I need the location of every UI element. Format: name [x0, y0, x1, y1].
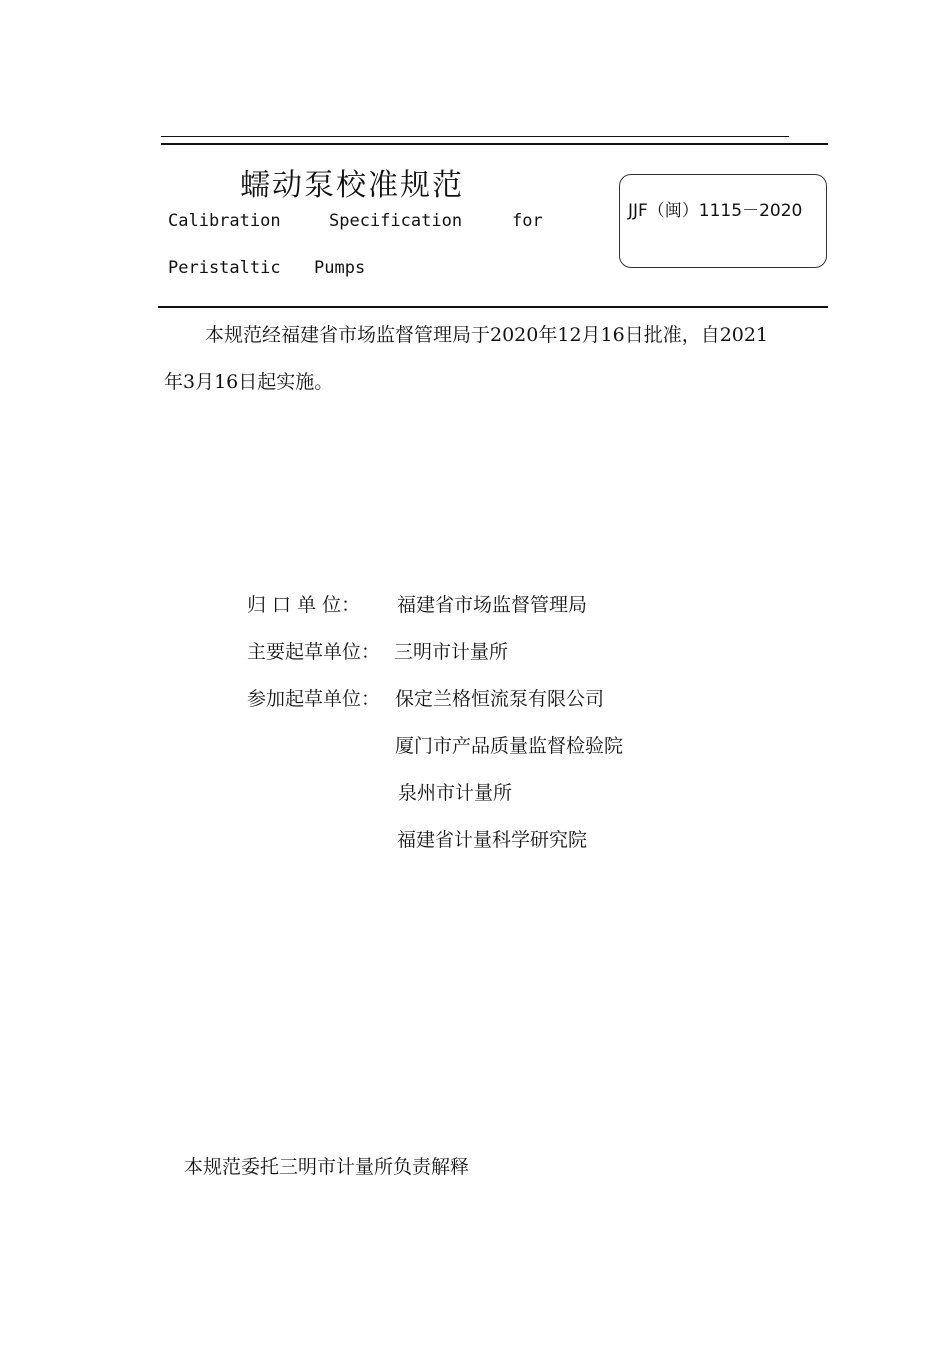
top-rule-main: [161, 143, 828, 145]
title-en-word-pumps: Pumps: [314, 258, 366, 278]
participant-item: 泉州市计量所: [398, 782, 513, 804]
title-en-word-peristaltic: Peristaltic: [168, 258, 281, 278]
title-en-word-for: for: [512, 211, 543, 231]
approval-line-2: 年3月16日起实施。: [164, 371, 334, 393]
main-drafter-label: 主要起草单位：: [247, 641, 381, 663]
main-drafter-value: 三明市计量所: [394, 641, 509, 663]
title-en-word-specification: Specification: [329, 211, 463, 231]
participant-item: 福建省计量科学研究院: [397, 829, 588, 851]
document-title-cn: 蠕动泵校准规范: [240, 168, 464, 203]
spec-code-box: [619, 174, 827, 268]
participants-label: 参加起草单位：: [247, 688, 381, 710]
participant-item: 厦门市产品质量监督检验院: [395, 735, 624, 757]
header-divider: [158, 306, 828, 308]
spec-code: JJF（闽）1115－2020: [628, 201, 803, 221]
approval-line-1: 本规范经福建省市场监督管理局于2020年12月16日批准，自2021: [205, 324, 769, 346]
top-rule-thin: [161, 136, 789, 137]
title-en-word-calibration: Calibration: [168, 211, 281, 231]
participant-item: 保定兰格恒流泵有限公司: [395, 688, 605, 710]
responsible-unit-value: 福建省市场监督管理局: [397, 594, 588, 616]
responsible-unit-label: 归 口 单 位：: [247, 594, 361, 616]
interpretation-note: 本规范委托三明市计量所负责解释: [184, 1156, 470, 1178]
